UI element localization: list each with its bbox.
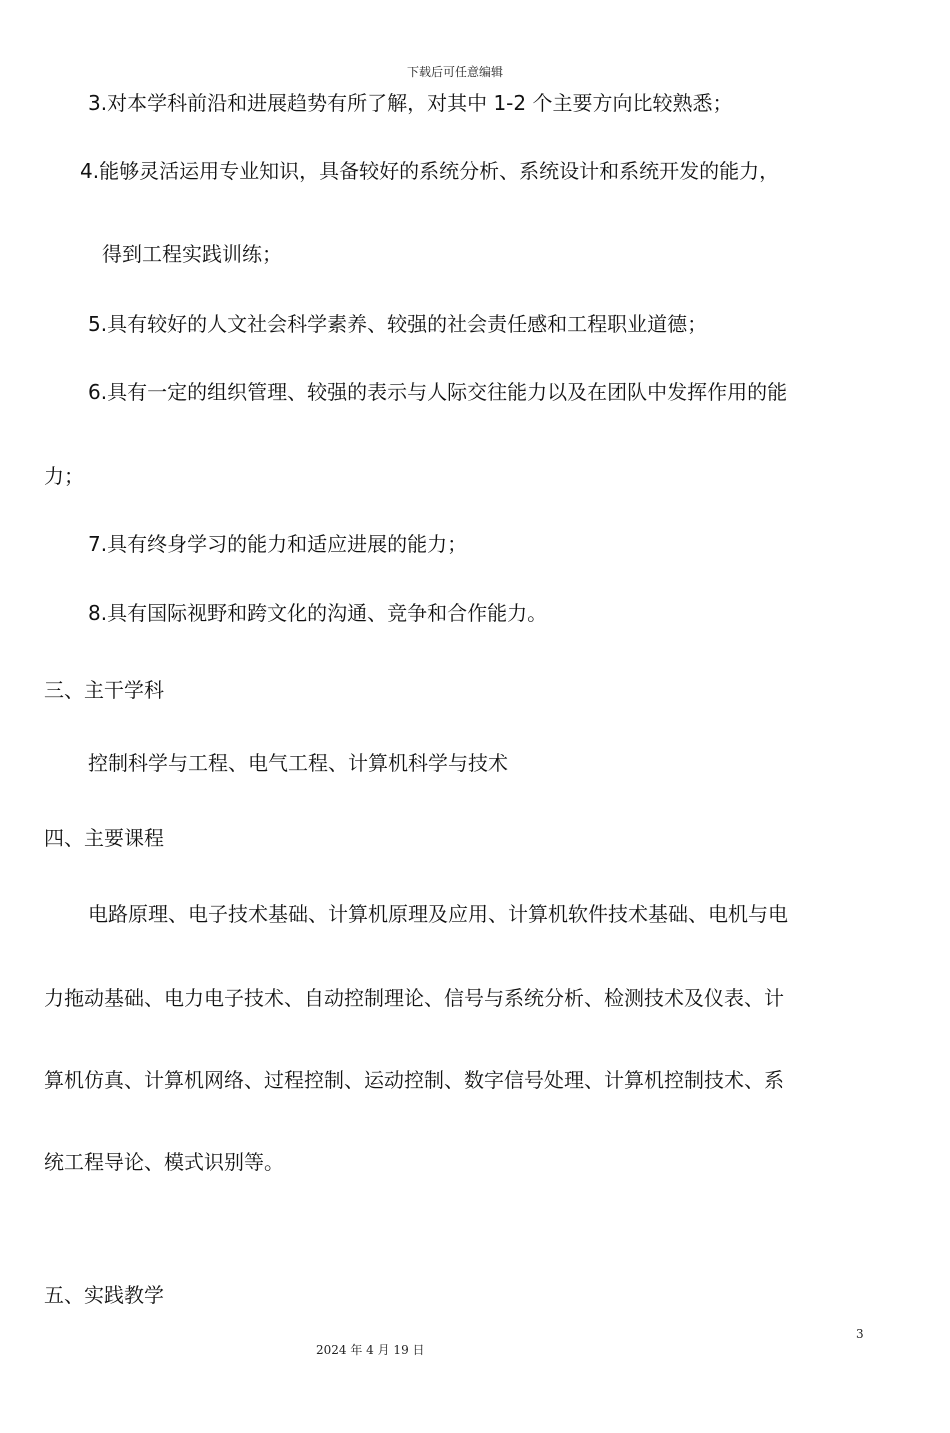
footer-date: 2024 年 4 月 19 日 bbox=[316, 1343, 425, 1357]
text-line-requirement-4-cont: 得到工程实践训练； bbox=[102, 242, 282, 266]
text-line-requirement-4: 4.能够灵活运用专业知识，具备较好的系统分析、系统设计和系统开发的能力， bbox=[80, 159, 780, 183]
text-line-requirement-8: 8.具有国际视野和跨文化的沟通、竞争和合作能力。 bbox=[88, 601, 548, 625]
text-line-courses-3: 算机仿真、计算机网络、过程控制、运动控制、数字信号处理、计算机控制技术、系 bbox=[44, 1068, 784, 1092]
text-line-requirement-6-cont: 力； bbox=[44, 464, 84, 488]
text-line-requirement-7: 7.具有终身学习的能力和适应进展的能力； bbox=[88, 532, 468, 556]
section-heading-practical-teaching: 五、实践教学 bbox=[44, 1283, 164, 1307]
text-line-courses-2: 力拖动基础、电力电子技术、自动控制理论、信号与系统分析、检测技术及仪表、计 bbox=[44, 986, 784, 1010]
section-heading-main-courses: 四、主要课程 bbox=[44, 826, 164, 850]
section-heading-main-disciplines: 三、主干学科 bbox=[44, 678, 164, 702]
text-line-requirement-6: 6.具有一定的组织管理、较强的表示与人际交往能力以及在团队中发挥作用的能 bbox=[88, 380, 788, 404]
text-line-courses-4: 统工程导论、模式识别等。 bbox=[44, 1150, 284, 1174]
page-number: 3 bbox=[856, 1327, 864, 1341]
text-line-main-disciplines: 控制科学与工程、电气工程、计算机科学与技术 bbox=[88, 751, 508, 775]
text-line-courses-1: 电路原理、电子技术基础、计算机原理及应用、计算机软件技术基础、电机与电 bbox=[88, 902, 788, 926]
text-line-requirement-5: 5.具有较好的人文社会科学素养、较强的社会责任感和工程职业道德； bbox=[88, 312, 708, 336]
text-line-requirement-3: 3.对本学科前沿和进展趋势有所了解，对其中 1-2 个主要方向比较熟悉； bbox=[88, 91, 733, 115]
page-header-note: 下载后可任意编辑 bbox=[406, 65, 503, 79]
